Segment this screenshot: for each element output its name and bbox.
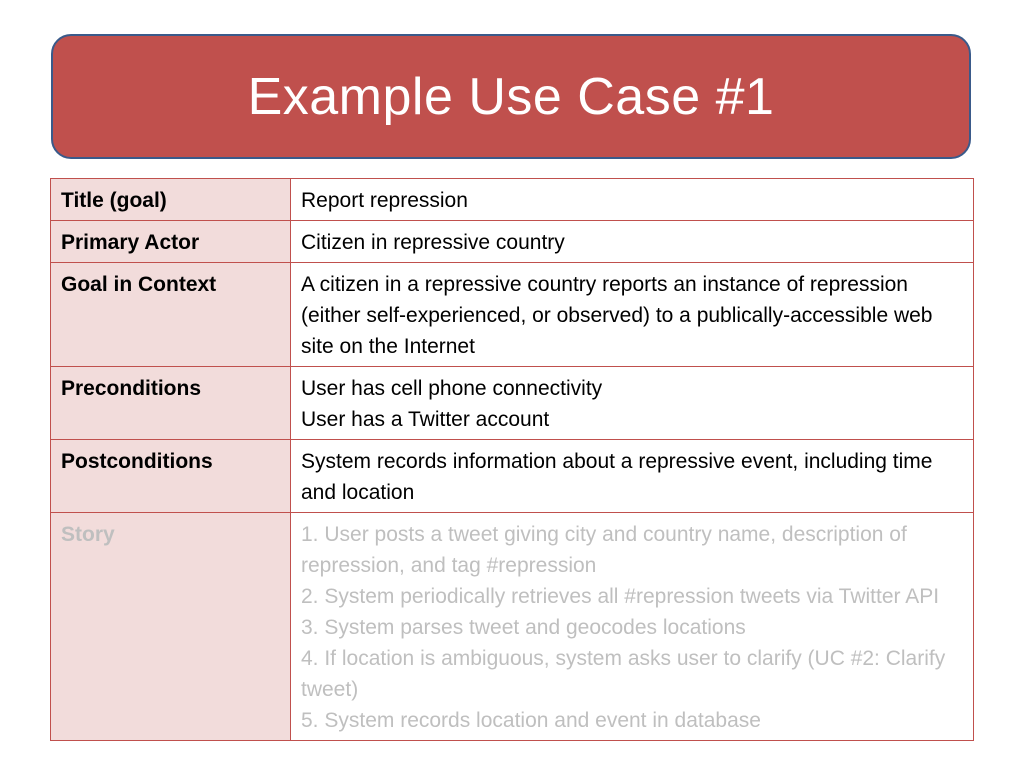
row-label: Story bbox=[51, 513, 291, 741]
story-step: 2. System periodically retrieves all #repression tweets via Twitter API bbox=[301, 585, 940, 608]
row-label: Goal in Context bbox=[51, 263, 291, 367]
row-value bbox=[291, 179, 974, 221]
story-step: 4. If location is ambiguous, system asks user to clarify (UC #2: Clarify tweet) bbox=[301, 647, 946, 701]
table-row-story bbox=[51, 513, 974, 741]
story-step: 5. System records location and event in database bbox=[301, 709, 761, 732]
row-value bbox=[291, 263, 974, 367]
row-value bbox=[291, 367, 974, 440]
row-label: Postconditions bbox=[51, 440, 291, 513]
row-label: Primary Actor bbox=[51, 221, 291, 263]
table-row-title-goal bbox=[51, 179, 974, 221]
row-value bbox=[291, 440, 974, 513]
row-label: Title (goal) bbox=[51, 179, 291, 221]
table-row-preconditions bbox=[51, 367, 974, 440]
table-row-primary-actor bbox=[51, 221, 974, 263]
story-step: 1. User posts a tweet giving city and country name, description of repression, and tag #repression bbox=[301, 523, 907, 577]
slide-title: Example Use Case #1 bbox=[247, 67, 775, 126]
row-value bbox=[291, 221, 974, 263]
title-banner bbox=[51, 34, 971, 159]
row-value-line: A citizen in a repressive country reports an instance of repression (either self-experienced, or observed) to a publically-accessible web site on the Internet bbox=[301, 273, 933, 358]
row-value-line: Citizen in repressive country bbox=[301, 231, 565, 254]
row-value-line: User has a Twitter account bbox=[301, 408, 550, 431]
row-value-line: System records information about a repressive event, including time and location bbox=[301, 450, 933, 504]
use-case-table bbox=[50, 178, 974, 741]
story-step: 3. System parses tweet and geocodes locations bbox=[301, 616, 746, 639]
row-value bbox=[291, 513, 974, 741]
row-label: Preconditions bbox=[51, 367, 291, 440]
table-row-postconditions bbox=[51, 440, 974, 513]
row-value-line: User has cell phone connectivity bbox=[301, 377, 603, 400]
row-value-line: Report repression bbox=[301, 189, 468, 212]
table-row-goal-in-context bbox=[51, 263, 974, 367]
